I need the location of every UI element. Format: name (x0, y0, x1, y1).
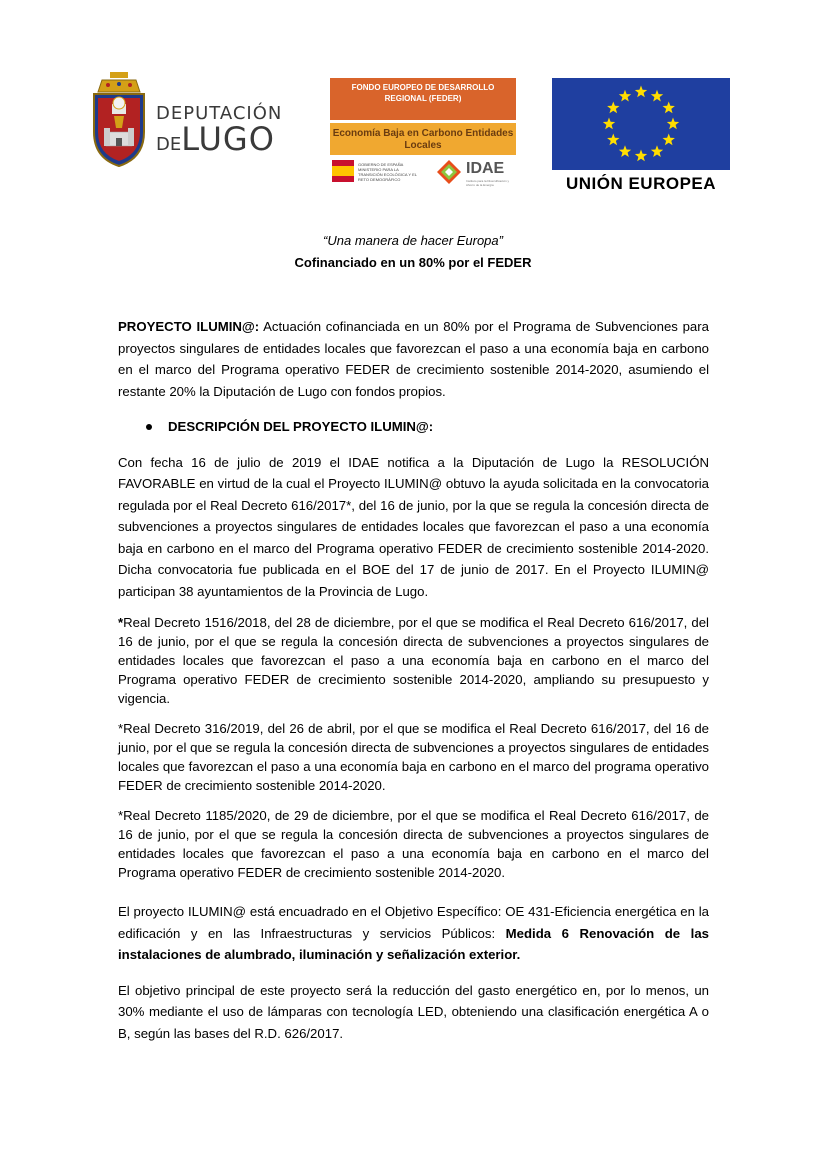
project-text: Actuación cofinanciada en un 80% por el Programa de Subvenciones para proyectos singulares de entidades locales que favorezcan el paso a una economía baja en carbono en el marco del Programa operativo FEDER de crecimiento sostenible 2014-2020, asumiendo el restante 20% la Diputación de Lugo con fondos propios. (118, 319, 709, 399)
project-label: PROYECTO ILUMIN@: (118, 319, 260, 334)
document-body (118, 316, 709, 1044)
objective-measure: Medida 6 Renovación de las instalaciones de alumbrado, iluminación y señalización exterior. (118, 925, 709, 962)
feder-subtitle: Economía Baja en Carbono Entidades Locales (330, 123, 516, 155)
lugo-big-word: LUGO (181, 120, 275, 158)
lugo-wordmark (156, 104, 282, 160)
motto-block (0, 230, 826, 274)
eu-flag-icon (552, 78, 730, 170)
union-europea-logo (549, 78, 733, 192)
paragraph-rd-1516 (118, 613, 709, 708)
idae-diamond-icon (436, 159, 462, 185)
idae-label: IDAE (466, 160, 505, 177)
spain-flag-icon (332, 160, 354, 182)
feder-title: FONDO EUROPEO DE DESARROLLO REGIONAL (FEDER) (330, 78, 516, 120)
section-heading-text: DESCRIPCIÓN DEL PROYECTO ILUMIN@: (168, 419, 434, 434)
gobierno-text: GOBIERNO DE ESPAÑA MINISTERIO PARA LA TRANSICIÓN ECOLÓGICA Y EL RETO DEMOGRÁFICO (358, 162, 417, 182)
idae-subtitle: Instituto para la Diversificación y Ahorro de la Energía (466, 179, 510, 187)
feder-logo (330, 78, 516, 188)
feder-partners (330, 158, 516, 188)
paragraph-project (118, 316, 709, 402)
paragraph-goal: El objetivo principal de este proyecto será la reducción del gasto energético en, por lo menos, un 30% mediante el uso de lámparas con tecnología LED, obteniendo una clasificación energética A o B, según las bases del R.D. 626/2017. (118, 982, 709, 1041)
deputacion-lugo-logo (88, 70, 288, 170)
cofinanced-line: Cofinanciado en un 80% por el FEDER (294, 255, 532, 270)
objective-text: El proyecto ILUMIN@ está encuadrado en el Objetivo Específico: OE 431-Eficiencia energética en la edificación y en las Infraestructuras y servicios Públicos: (118, 904, 709, 941)
rd-1516-text: Real Decreto 1516/2018, del 28 de diciembre, por el que se modifica el Real Decreto 616/2017, del 16 de junio, por el que se regula la concesión directa de subvenciones a proyectos singulares de entidades locales que favorezcan el paso a una economía baja en carbono en el marco del Programa operativo FEDER de crecimiento sostenible 2014-2020, ampliando su presupuesto y vigencia. (118, 615, 709, 706)
header-logos (0, 0, 826, 200)
asterisk: * (118, 615, 124, 630)
paragraph-objective (118, 901, 709, 966)
paragraph-resolution: Con fecha 16 de julio de 2019 el IDAE notifica a la Diputación de Lugo la RESOLUCIÓN FAVORABLE en virtud de la cual el Proyecto ILUMIN@ obtuvo la ayuda solicitada en la convocatoria regulada por el Real Decreto 616/2017*, del 16 de junio, por la que se regula la concesión directa de subvenciones a proyectos singulares de entidades locales que favorezcan el paso a una economía baja en carbono en el marco del Programa operativo FEDER de crecimiento sostenible 2014-2020. Dicha convocatoria fue publicada en el BOE del 17 de junio de 2017. En el Proyecto ILUMIN@ participan 38 ayuntamientos de la Provincia de Lugo. (118, 454, 709, 599)
lugo-coat-of-arms-icon (88, 70, 150, 168)
paragraph-rd-316: *Real Decreto 316/2019, del 26 de abril, por el que se modifica el Real Decreto 616/2017, del 16 de junio, por el que se regula la concesión directa de subvenciones a proyectos singulares de entidades locales que favorezcan el paso a una economía baja en carbono en el marco del programa operativo FEDER de crecimiento sostenible 2014-2020. (118, 721, 709, 793)
eu-label: UNIÓN EUROPEA (565, 174, 717, 193)
motto-quote: “Una manera de hacer Europa” (323, 233, 503, 248)
bullet-icon (146, 424, 152, 430)
paragraph-rd-1185: *Real Decreto 1185/2020, de 29 de diciembre, por el que se modifica el Real Decreto 616/2017, de 16 de junio, por el que se regula la concesión directa de subvenciones a proyectos singulares de entidades locales que favorezcan el paso a una economía baja en carbono en el marco del Programa operativo FEDER de crecimiento sostenible 2014-2020. (118, 808, 709, 880)
lugo-prefix: DE (156, 134, 182, 155)
section-heading (118, 416, 709, 438)
lugo-line1: DEPUTACIÓN (156, 103, 283, 124)
